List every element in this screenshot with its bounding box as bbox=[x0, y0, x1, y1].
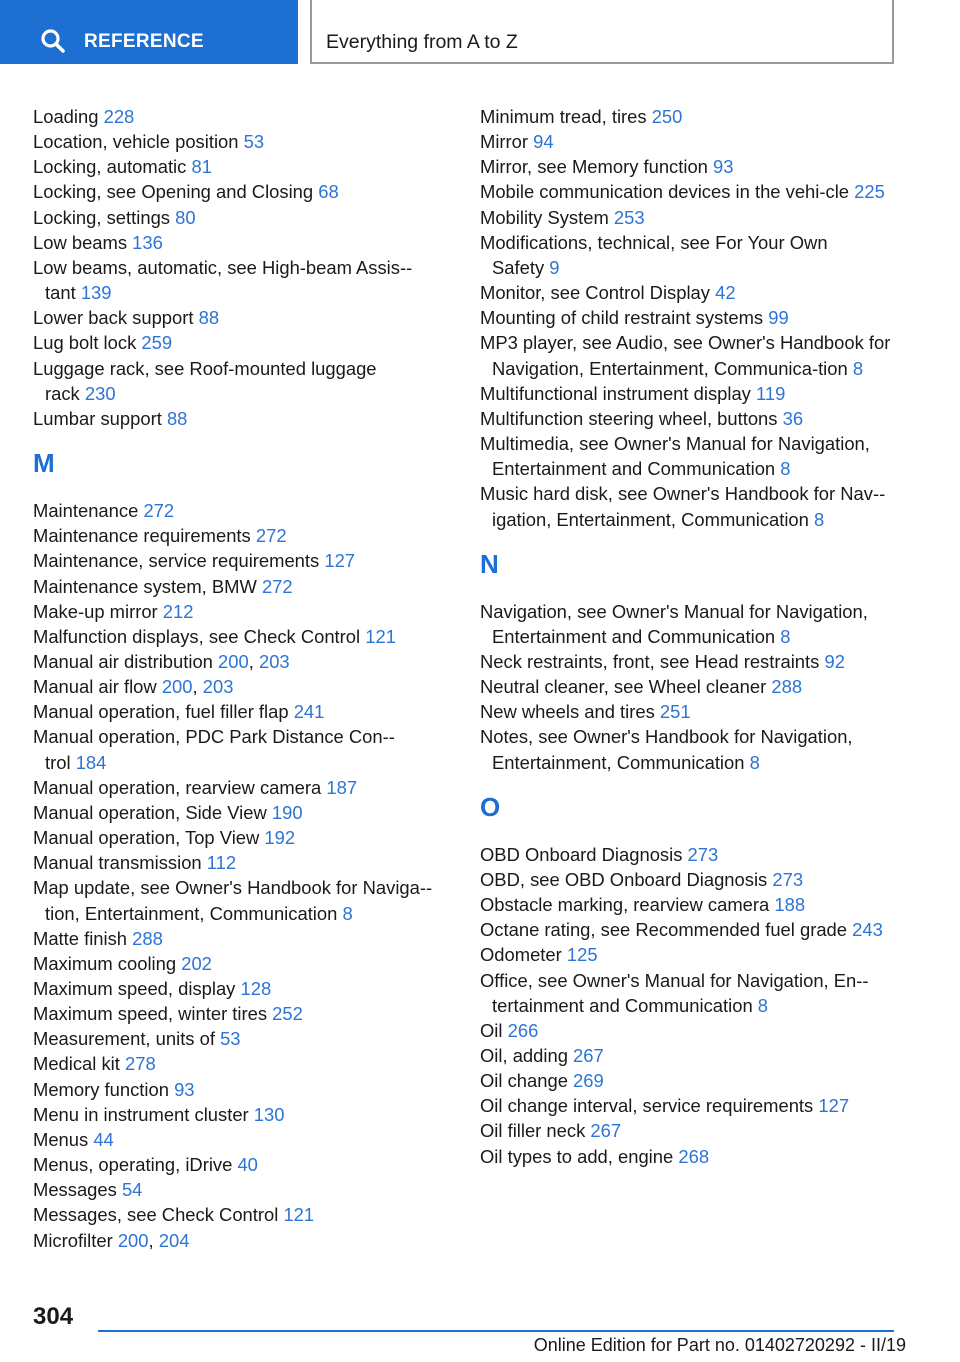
page-reference-link[interactable]: 212 bbox=[162, 600, 194, 622]
page-reference-link[interactable]: 9 bbox=[549, 256, 560, 278]
index-entry bbox=[33, 205, 443, 230]
page-reference-link[interactable]: 202 bbox=[181, 952, 212, 974]
index-entry: Manual air flow 200, 203 bbox=[33, 676, 234, 698]
index-term: Memory function bbox=[33, 1078, 169, 1100]
index-entry bbox=[480, 968, 900, 1018]
index-term: Oil types to add, engine bbox=[480, 1145, 674, 1167]
page-reference-link[interactable]: 44 bbox=[93, 1128, 114, 1150]
index-term: Lumbar support bbox=[33, 407, 162, 429]
section-label: REFERENCE bbox=[84, 31, 204, 52]
index-term: Low beams, automatic, see High-beam Assis-tant bbox=[33, 256, 413, 304]
index-entry bbox=[480, 867, 900, 892]
page-reference-link[interactable]: 53 bbox=[220, 1028, 241, 1050]
page-reference-link[interactable]: 127 bbox=[324, 550, 356, 572]
index-entry bbox=[480, 842, 900, 867]
index-entry bbox=[33, 1127, 443, 1152]
page-reference-link[interactable]: 190 bbox=[271, 801, 303, 823]
index-entry bbox=[33, 498, 443, 523]
index-entry bbox=[33, 775, 443, 800]
index-entry bbox=[33, 624, 443, 649]
index-term: Manual operation, rearview camera bbox=[33, 776, 322, 798]
index-term: Malfunction displays, see Check Control bbox=[33, 625, 361, 647]
index-entry: Microfilter 200, 204 bbox=[33, 1229, 190, 1251]
index-term: Location, vehicle position bbox=[33, 131, 239, 153]
index-entry bbox=[480, 431, 900, 481]
index-term: Locking, automatic bbox=[33, 156, 187, 178]
index-entry bbox=[480, 892, 900, 917]
page-reference-link[interactable]: 93 bbox=[713, 156, 734, 178]
index-term: Oil change bbox=[480, 1070, 568, 1092]
index-term: OBD, see OBD Onboard Diagnosis bbox=[480, 868, 768, 890]
index-term: Oil, adding bbox=[480, 1045, 568, 1066]
index-term: Multimedia, see Owner's Manual for Navigation, Entertainment and Communication bbox=[480, 433, 870, 480]
index-term: Monitor, see Control Display bbox=[480, 282, 710, 304]
page-reference-link[interactable]: 288 bbox=[771, 676, 803, 698]
index-term: Manual operation, fuel filler flap bbox=[33, 701, 289, 723]
page-reference-link[interactable]: 269 bbox=[573, 1070, 604, 1092]
index-entry bbox=[480, 230, 900, 280]
index-entry bbox=[480, 1144, 900, 1169]
page-reference-link[interactable]: 203 bbox=[202, 676, 234, 698]
index-entry bbox=[33, 406, 443, 431]
index-term: Medical kit bbox=[33, 1053, 120, 1075]
page-reference-link[interactable]: 241 bbox=[293, 701, 325, 723]
page-reference-link[interactable]: 8 bbox=[814, 508, 825, 530]
page-reference-link[interactable]: 40 bbox=[237, 1154, 258, 1176]
page-reference-link[interactable]: 128 bbox=[240, 978, 272, 999]
index-term: Notes, see Owner's Handbook for Navigation, Entertainment, Communication bbox=[480, 726, 853, 773]
index-entry bbox=[480, 154, 900, 179]
index-entry bbox=[33, 356, 443, 406]
index-entry bbox=[480, 1068, 900, 1093]
index-entry bbox=[33, 154, 443, 179]
index-entry bbox=[480, 406, 900, 431]
page-reference-link[interactable]: 8 bbox=[749, 751, 760, 773]
index-term: Mobility System bbox=[480, 206, 609, 228]
index-term: Messages, see Check Control bbox=[33, 1204, 279, 1226]
index-entry bbox=[480, 381, 900, 406]
index-entry bbox=[480, 724, 900, 774]
page-reference-link[interactable]: 8 bbox=[780, 458, 791, 480]
index-term: Navigation, see Owner's Manual for Navigation, Entertainment and Communication bbox=[480, 600, 868, 647]
index-entry bbox=[33, 129, 443, 154]
index-term: Octane rating, see Recommended fuel grade bbox=[480, 919, 848, 941]
index-entry bbox=[33, 926, 443, 951]
index-term: Oil change interval, service requirements bbox=[480, 1095, 814, 1117]
index-entry bbox=[480, 1018, 900, 1043]
index-entry bbox=[480, 104, 900, 129]
index-entry bbox=[33, 1001, 443, 1026]
index-term: Maximum speed, winter tires bbox=[33, 1003, 268, 1025]
index-entry bbox=[480, 942, 900, 967]
index-entry bbox=[33, 230, 443, 255]
index-entry bbox=[33, 1077, 443, 1102]
page-reference-link[interactable]: 119 bbox=[756, 382, 786, 404]
search-icon bbox=[40, 28, 66, 54]
index-entry bbox=[33, 976, 443, 1001]
index-entry bbox=[33, 330, 443, 355]
index-entry bbox=[33, 574, 443, 599]
index-term: Mounting of child restraint systems bbox=[480, 307, 764, 329]
index-term: Maximum cooling bbox=[33, 952, 177, 974]
index-letter-heading: N bbox=[480, 548, 499, 579]
index-term: Obstacle marking, rearview camera bbox=[480, 894, 770, 916]
page-reference-link[interactable]: 225 bbox=[854, 181, 885, 203]
index-term: Minimum tread, tires bbox=[480, 106, 647, 127]
index-term: Manual operation, Side View bbox=[33, 801, 267, 823]
index-term: OBD Onboard Diagnosis bbox=[480, 843, 683, 865]
page-number: 304 bbox=[33, 1303, 74, 1330]
page-reference-link[interactable]: 253 bbox=[613, 206, 645, 228]
page-reference-link[interactable]: 93 bbox=[174, 1078, 195, 1100]
page-reference-link[interactable]: 243 bbox=[852, 919, 883, 941]
page-reference-link[interactable]: 121 bbox=[365, 625, 396, 647]
page-reference-link[interactable]: 68 bbox=[318, 181, 339, 203]
index-term: Neutral cleaner, see Wheel cleaner bbox=[480, 676, 767, 698]
index-term: Manual transmission bbox=[33, 852, 202, 874]
index-entry bbox=[33, 850, 443, 875]
index-entry bbox=[33, 1202, 443, 1227]
page-reference-link[interactable]: 187 bbox=[326, 776, 358, 798]
index-term: Music hard disk, see Owner's Handbook for Nav-igation, Entertainment, Communication bbox=[480, 483, 886, 530]
page-reference-link[interactable]: 230 bbox=[84, 382, 116, 404]
index-term: Oil filler neck bbox=[480, 1120, 586, 1142]
page-reference-link[interactable]: 259 bbox=[141, 332, 173, 354]
page-reference-link[interactable]: 81 bbox=[191, 156, 212, 178]
index-entry bbox=[480, 1118, 900, 1143]
footer-divider bbox=[98, 1330, 894, 1332]
page-reference-link[interactable]: 228 bbox=[103, 106, 135, 127]
index-term: Mirror, see Memory function bbox=[480, 156, 708, 178]
index-entry bbox=[33, 599, 443, 624]
index-term: Matte finish bbox=[33, 927, 128, 949]
index-entry bbox=[33, 1152, 443, 1177]
index-entry bbox=[33, 1051, 443, 1076]
index-term: Lug bolt lock bbox=[33, 332, 137, 354]
index-term: Maintenance, service requirements bbox=[33, 550, 320, 572]
index-entry bbox=[480, 129, 900, 154]
page-reference-link[interactable]: 8 bbox=[780, 625, 791, 647]
index-entry bbox=[480, 205, 900, 230]
index-term: Office, see Owner's Manual for Navigation, En-tertainment and Communication bbox=[480, 969, 869, 1016]
index-entry bbox=[33, 951, 443, 976]
index-term: Manual air flow bbox=[33, 676, 157, 698]
page-reference-link[interactable]: 88 bbox=[166, 407, 188, 429]
index-term: Oil bbox=[480, 1019, 503, 1041]
index-entry bbox=[480, 1093, 900, 1118]
index-term: Microfilter bbox=[33, 1229, 113, 1251]
index-term: Multifunctional instrument display bbox=[480, 382, 751, 404]
page-reference-link[interactable]: 273 bbox=[687, 843, 719, 865]
index-entry bbox=[33, 255, 443, 305]
page-header bbox=[310, 0, 894, 64]
index-term: Maximum speed, display bbox=[33, 978, 236, 999]
index-entry bbox=[33, 1102, 443, 1127]
page-reference-link[interactable]: 204 bbox=[158, 1229, 190, 1251]
index-entry bbox=[480, 481, 900, 531]
index-term: Mirror bbox=[480, 131, 529, 153]
index-letter-heading: O bbox=[480, 791, 501, 822]
page-reference-link[interactable]: 272 bbox=[255, 525, 287, 547]
index-entry bbox=[480, 649, 900, 674]
index-term: Lower back support bbox=[33, 307, 194, 329]
page-reference-link[interactable]: 267 bbox=[590, 1120, 622, 1142]
index-term: Locking, settings bbox=[33, 206, 170, 228]
index-entry bbox=[33, 104, 443, 129]
page-reference-link[interactable]: 130 bbox=[253, 1103, 285, 1125]
index-letter-heading: M bbox=[33, 448, 55, 479]
index-term: Locking, see Opening and Closing bbox=[33, 181, 314, 203]
page-reference-link[interactable]: 136 bbox=[132, 231, 163, 253]
index-entry bbox=[480, 305, 900, 330]
index-term: Make-up mirror bbox=[33, 600, 158, 622]
page-reference-link[interactable]: 8 bbox=[342, 902, 353, 924]
index-term: Modifications, technical, see For Your Own Safety bbox=[480, 231, 828, 278]
index-entry bbox=[33, 1177, 443, 1202]
page-reference-link[interactable]: 80 bbox=[175, 206, 196, 228]
page-reference-link[interactable]: 8 bbox=[852, 357, 864, 379]
page-reference-link[interactable]: 188 bbox=[774, 894, 806, 916]
index-entry bbox=[33, 699, 443, 724]
page-reference-link[interactable]: 268 bbox=[678, 1145, 710, 1167]
page-reference-link[interactable]: 121 bbox=[283, 1204, 315, 1226]
page-reference-link[interactable]: 272 bbox=[261, 575, 293, 597]
index-entry bbox=[33, 179, 443, 204]
index-entry bbox=[33, 305, 443, 330]
index-term: Menu in instrument cluster bbox=[33, 1103, 249, 1125]
index-entry bbox=[480, 179, 900, 204]
index-term: Manual operation, PDC Park Distance Con-trol bbox=[33, 726, 395, 773]
page-reference-link[interactable]: 192 bbox=[264, 827, 296, 849]
index-term: Menus bbox=[33, 1128, 89, 1150]
page-reference-link[interactable]: 112 bbox=[206, 852, 237, 874]
index-term: Maintenance bbox=[33, 500, 139, 522]
index-entry bbox=[480, 1043, 900, 1068]
index-term: Map update, see Owner's Handbook for Naviga-tion, Entertainment, Communication bbox=[33, 877, 433, 924]
page-reference-link[interactable]: 273 bbox=[772, 868, 804, 890]
page-title: Everything from A to Z bbox=[326, 31, 518, 53]
index-entry bbox=[480, 674, 900, 699]
section-tab[interactable] bbox=[0, 0, 298, 64]
page-reference-link[interactable]: 266 bbox=[507, 1019, 539, 1041]
index-term: MP3 player, see Audio, see Owner's Handbook for Navigation, Entertainment, Communica-tion bbox=[480, 332, 891, 379]
page-reference-link[interactable]: 36 bbox=[782, 407, 804, 429]
page-reference-link[interactable]: 288 bbox=[132, 927, 163, 949]
page-reference-link[interactable]: 252 bbox=[272, 1003, 303, 1025]
page-reference-link[interactable]: 94 bbox=[533, 131, 554, 153]
index-entry: Manual air distribution 200, 203 bbox=[33, 650, 290, 672]
index-term: Neck restraints, front, see Head restraints bbox=[480, 650, 820, 672]
index-entry bbox=[33, 548, 443, 573]
index-term: Manual air distribution bbox=[33, 650, 213, 672]
index-entry bbox=[480, 599, 900, 649]
index-column-left bbox=[33, 104, 443, 1253]
index-entry bbox=[33, 825, 443, 850]
index-entry bbox=[480, 330, 900, 380]
page-reference-link[interactable]: 184 bbox=[75, 751, 107, 773]
index-term: Measurement, units of bbox=[33, 1028, 215, 1050]
page-reference-link[interactable]: 42 bbox=[715, 282, 736, 304]
index-term: Low beams bbox=[33, 231, 128, 253]
page-reference-link[interactable]: 53 bbox=[243, 131, 265, 153]
index-term: Mobile communication devices in the vehi-cle bbox=[480, 181, 850, 203]
page-reference-link[interactable]: 54 bbox=[121, 1179, 143, 1201]
index-entry bbox=[33, 800, 443, 825]
page-reference-link[interactable]: 92 bbox=[824, 650, 845, 672]
page-reference-link[interactable]: 267 bbox=[573, 1045, 604, 1066]
index-entry bbox=[480, 917, 900, 942]
page-reference-link[interactable]: 272 bbox=[143, 500, 175, 522]
page-reference-link[interactable]: 8 bbox=[757, 994, 769, 1016]
index-term: Multifunction steering wheel, buttons bbox=[480, 407, 778, 429]
index-term: New wheels and tires bbox=[480, 701, 655, 723]
page-reference-link[interactable]: 203 bbox=[258, 650, 290, 672]
index-term: Messages bbox=[33, 1179, 117, 1201]
page-reference-link[interactable]: 251 bbox=[659, 701, 691, 723]
page-reference-link[interactable]: 127 bbox=[818, 1095, 850, 1117]
index-entry bbox=[33, 875, 443, 925]
index-term: Odometer bbox=[480, 944, 562, 966]
page-reference-link[interactable]: 200 bbox=[218, 650, 249, 672]
index-term: Maintenance system, BMW bbox=[33, 575, 257, 597]
index-term: Maintenance requirements bbox=[33, 525, 251, 547]
page-reference-link[interactable]: 99 bbox=[768, 307, 789, 329]
edition-footer: Online Edition for Part no. 01402720292 - II/19 bbox=[533, 1335, 906, 1355]
index-term: Luggage rack, see Roof-mounted luggage rack bbox=[33, 357, 377, 404]
page-reference-link[interactable]: 200 bbox=[117, 1229, 149, 1251]
index-term: Loading bbox=[33, 106, 99, 127]
index-entry bbox=[33, 1026, 443, 1051]
page-reference-link[interactable]: 139 bbox=[80, 282, 112, 304]
index-column-right bbox=[480, 104, 900, 1169]
page-reference-link[interactable]: 200 bbox=[161, 676, 193, 698]
index-entry bbox=[33, 523, 443, 548]
page-reference-link[interactable]: 88 bbox=[198, 307, 220, 329]
page-reference-link[interactable]: 250 bbox=[651, 106, 683, 127]
index-entry bbox=[480, 699, 900, 724]
index-entry bbox=[480, 280, 900, 305]
index-entry bbox=[33, 724, 443, 774]
page-reference-link[interactable]: 125 bbox=[566, 944, 598, 966]
page-reference-link[interactable]: 278 bbox=[125, 1053, 156, 1075]
index-term: Menus, operating, iDrive bbox=[33, 1154, 233, 1176]
index-term: Manual operation, Top View bbox=[33, 827, 260, 849]
